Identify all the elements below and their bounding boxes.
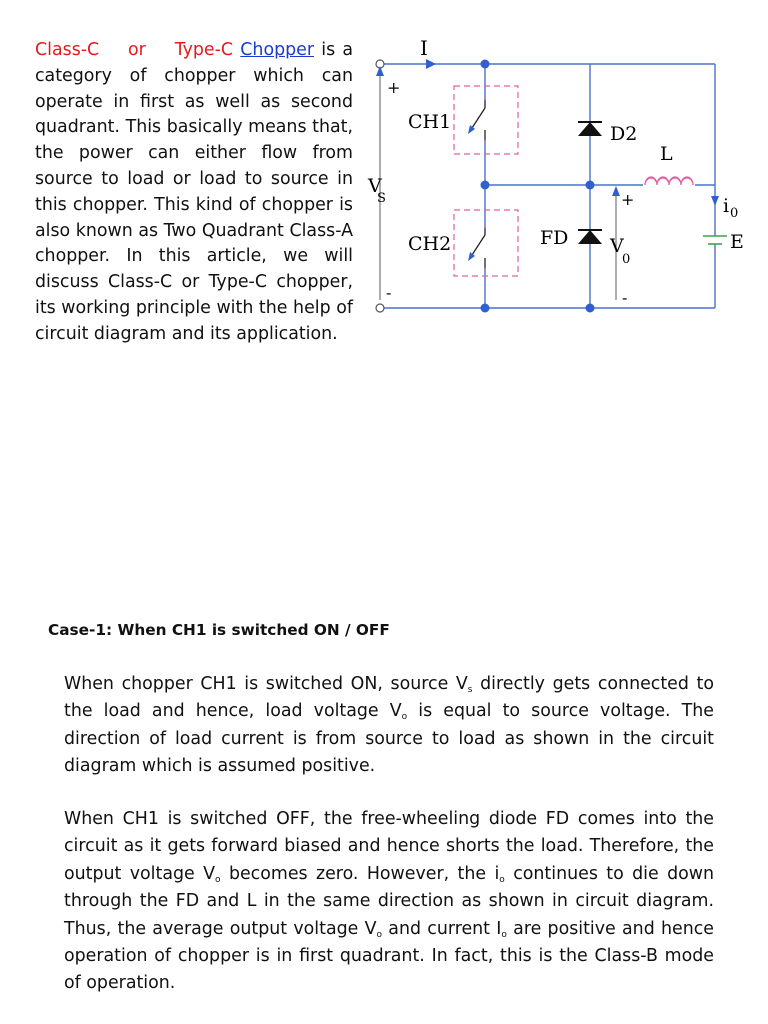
type-c-term: Type-C — [174, 40, 234, 60]
p2-sub-1: o — [215, 874, 221, 885]
d2-diode — [578, 122, 602, 136]
class-c-chopper-circuit — [360, 30, 760, 330]
p1-sub-s: s — [467, 685, 473, 695]
p1-text-b: directly gets connected to the load and hence, load voltage V — [64, 674, 714, 722]
p2-text-e: are positive and hence operation of chopper is in first quadrant. In fact, this is the Class-B mode of operation. — [64, 918, 714, 994]
p1-text-a: When chopper CH1 is switched ON, source V — [64, 674, 468, 694]
l-label: L — [660, 143, 673, 165]
p2-text-a: When CH1 is switched OFF, the free-wheeling diode FD comes into the circuit as it gets forward biased and hence shorts the load. Therefore, the output voltage V — [64, 809, 714, 884]
intro-paragraph — [35, 38, 353, 348]
vo-plus-sign: + — [621, 190, 635, 209]
io-subscript: 0 — [730, 206, 739, 221]
fd-diode — [578, 230, 602, 244]
vs-label: V — [368, 175, 382, 197]
intro-text: is a category of chopper which can operate in first as well as second quadrant. This basically means that, the power can either flow from source to load or load to source in this chopper. This kind of chopper is also known as Two Quadrant Class-A chopper. In this article, we will discuss Class-C or Type-C chopper, its working principle with the help of circuit diagram and its application. — [35, 40, 353, 344]
case-1-heading: Case-1: When CH1 is switched ON / OFF — [48, 621, 390, 639]
ch1-label: CH1 — [408, 111, 452, 133]
e-label: E — [730, 231, 744, 253]
p1-sub-o: o — [401, 712, 408, 723]
class-c-term: Class-C — [35, 40, 100, 60]
io-label: i — [723, 195, 730, 217]
ch2-label: CH2 — [408, 233, 452, 255]
d2-label: D2 — [610, 123, 638, 145]
p2-sub-4: o — [501, 929, 507, 940]
vo-minus-sign: - — [622, 288, 628, 307]
case-1-paragraph-off — [64, 806, 714, 998]
p2-text-d: and current I — [382, 918, 502, 939]
fd-label: FD — [540, 227, 569, 249]
current-label: I — [420, 36, 428, 60]
chopper-link[interactable]: Chopper — [240, 40, 315, 60]
p1-text-c: is equal to source voltage. The direction of load current is from source to load as shown in the circuit diagram which is assumed positive. — [64, 701, 714, 777]
vs-subscript: S — [377, 191, 386, 206]
p2-text-b: becomes zero. However, the i — [220, 863, 500, 884]
p2-sub-2: o — [499, 874, 505, 885]
p2-text-c: continues to die down through the FD and L in the same direction as shown in circuit diagram. Thus, the average output voltage V — [64, 863, 715, 939]
vs-plus-sign: + — [387, 78, 401, 97]
case-1-paragraph-on — [64, 671, 714, 781]
vo-label: V — [610, 235, 624, 257]
vo-subscript: 0 — [622, 252, 631, 267]
p2-sub-3: o — [376, 929, 383, 940]
or-word: or — [128, 40, 146, 60]
vs-minus-sign: - — [386, 283, 392, 302]
